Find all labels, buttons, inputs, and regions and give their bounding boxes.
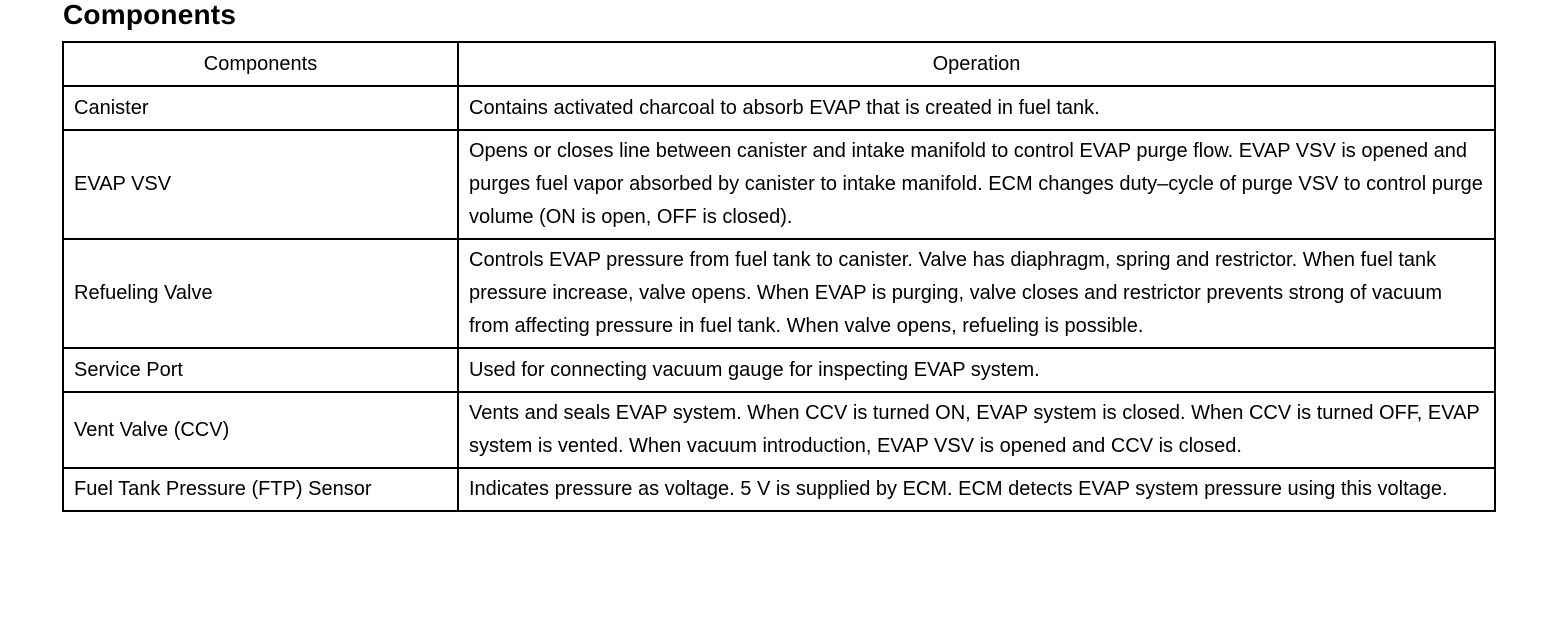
table-row [63, 468, 1495, 511]
column-header-operation: Operation [458, 42, 1495, 86]
table-row [63, 239, 1495, 348]
component-cell: Fuel Tank Pressure (FTP) Sensor [63, 468, 458, 511]
operation-cell: Used for connecting vacuum gauge for inspecting EVAP system. [458, 348, 1495, 392]
page-title: Components [63, 0, 237, 30]
operation-cell: Vents and seals EVAP system. When CCV is turned ON, EVAP system is closed. When CCV is turned OFF, EVAP system is vented. When vacuum introduction, EVAP VSV is opened and CCV is closed. [458, 392, 1495, 468]
table-row [63, 130, 1495, 239]
column-header-components: Components [63, 42, 458, 86]
component-cell: Service Port [63, 348, 458, 392]
table-row [63, 86, 1495, 130]
operation-cell: Contains activated charcoal to absorb EVAP that is created in fuel tank. [458, 86, 1495, 130]
table-row [63, 348, 1495, 392]
operation-cell: Controls EVAP pressure from fuel tank to canister. Valve has diaphragm, spring and restrictor. When fuel tank pressure increase, valve opens. When EVAP is purging, valve closes and restrictor prevents strong of vacuum from affecting pressure in fuel tank. When valve opens, refueling is possible. [458, 239, 1495, 348]
table-row [63, 392, 1495, 468]
component-cell: Refueling Valve [63, 239, 458, 348]
component-cell: Canister [63, 86, 458, 130]
table-header-row [63, 42, 1495, 86]
component-cell: Vent Valve (CCV) [63, 392, 458, 468]
component-cell: EVAP VSV [63, 130, 458, 239]
operation-cell: Opens or closes line between canister and intake manifold to control EVAP purge flow. EVAP VSV is opened and purges fuel vapor absorbed by canister to intake manifold. ECM changes duty–cycle of purge VSV to control purge volume (ON is open, OFF is closed). [458, 130, 1495, 239]
operation-cell: Indicates pressure as voltage. 5 V is supplied by ECM. ECM detects EVAP system pressure using this voltage. [458, 468, 1495, 511]
components-table [62, 41, 1496, 512]
